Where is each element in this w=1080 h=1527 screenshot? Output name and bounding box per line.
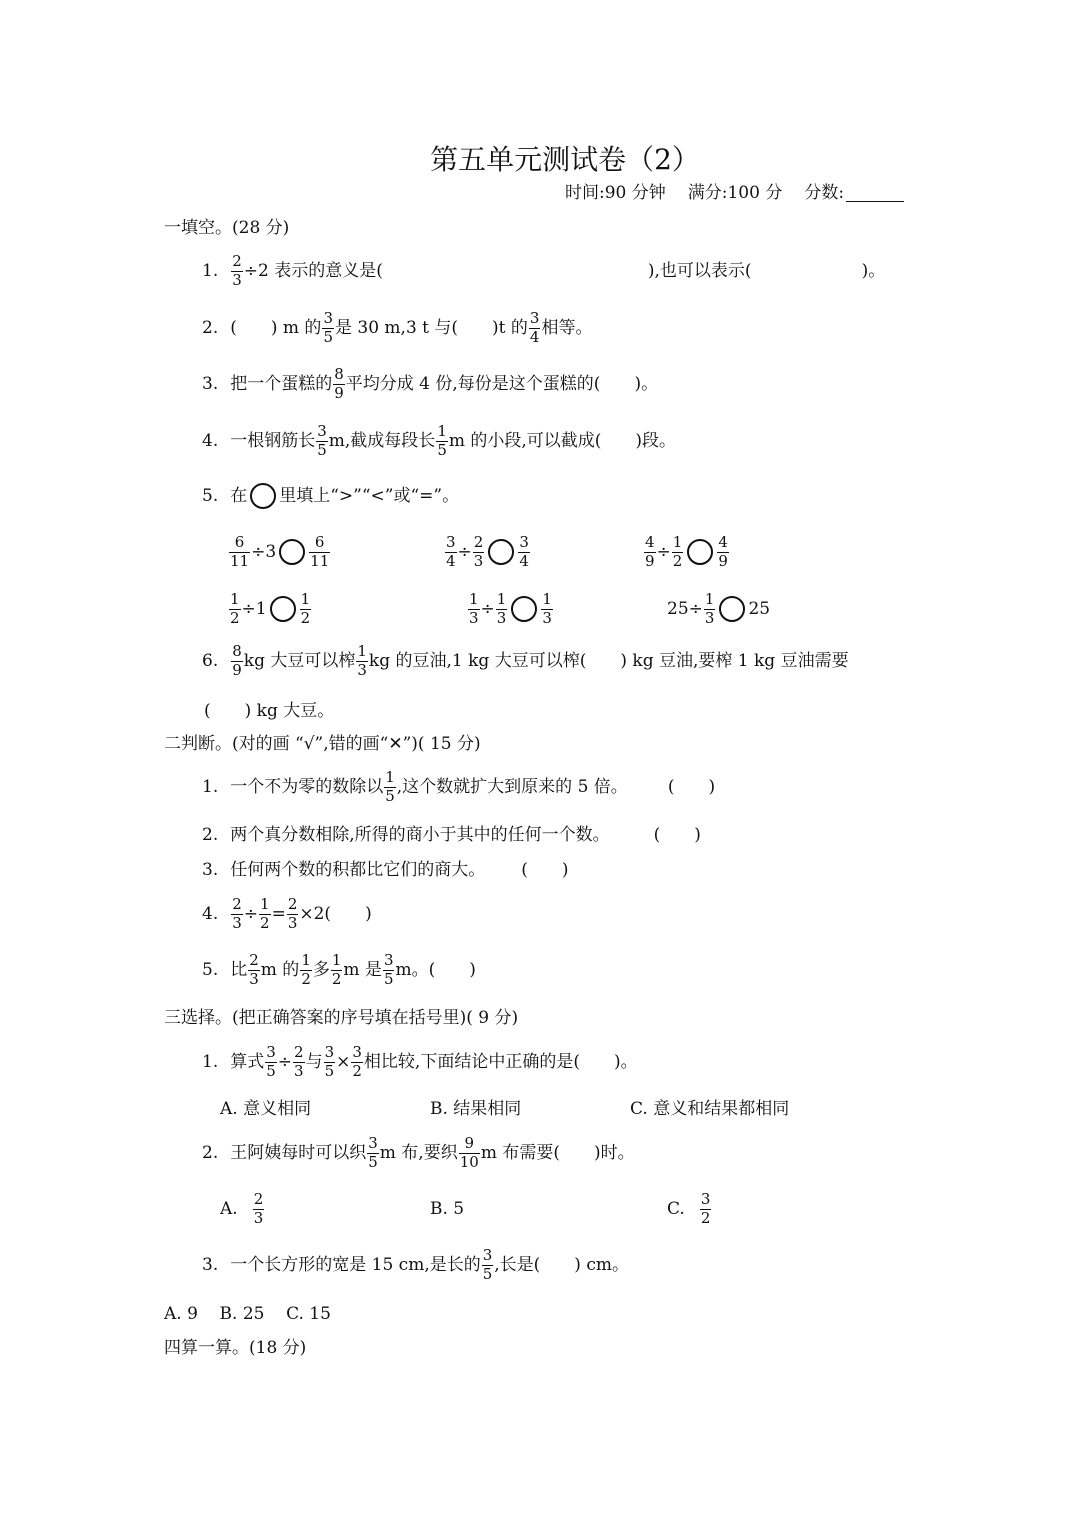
denominator: 2 <box>672 551 683 570</box>
denominator: 3 <box>704 608 715 627</box>
numerator: 1 <box>437 422 447 440</box>
question-text: 任何两个数的积都比它们的商大。 <box>230 860 486 880</box>
numerator: 2 <box>249 951 259 969</box>
denominator: 3 <box>357 660 367 679</box>
numerator: 1 <box>230 590 240 608</box>
compare-item <box>667 592 770 627</box>
denominator: 2 <box>230 608 240 627</box>
denominator: 4 <box>519 551 529 570</box>
numerator: 3 <box>352 1043 362 1061</box>
numerator: 3 <box>383 951 394 969</box>
s3-q2-option-c[interactable] <box>667 1192 712 1227</box>
question-number: 5. <box>202 485 219 506</box>
denominator: 5 <box>482 1264 493 1283</box>
question-text: 相等。 <box>541 317 593 338</box>
denominator: 5 <box>317 440 327 459</box>
denominator: 5 <box>266 1061 276 1080</box>
question-text: ),也可以表示( <box>647 260 752 281</box>
numerator: 1 <box>357 642 367 660</box>
question-number: 3. <box>202 860 219 880</box>
fraction <box>229 535 250 570</box>
time-info: 时间:90 分钟 <box>565 183 666 203</box>
numerator: 3 <box>529 309 540 327</box>
question-text: ×2( ) <box>299 903 372 924</box>
operator: ÷ <box>480 598 495 619</box>
s3-q1-option-b[interactable]: B. 结果相同 <box>430 1099 522 1119</box>
s1-q5 <box>202 483 459 509</box>
fraction <box>322 311 334 346</box>
question-text: kg 大豆可以榨 <box>243 650 356 671</box>
fraction <box>231 254 243 289</box>
question-number: 1. <box>202 776 219 797</box>
denominator: 3 <box>473 551 484 570</box>
numerator: 4 <box>645 533 655 551</box>
question-text: 把一个蛋糕的 <box>230 373 333 394</box>
compare-item <box>228 535 331 570</box>
question-text: m 布,要织 <box>379 1142 458 1163</box>
operator: = <box>271 903 286 924</box>
question-number: 5. <box>202 959 219 980</box>
denominator: 9 <box>645 551 655 570</box>
compare-item <box>467 592 554 627</box>
numerator: 9 <box>464 1134 475 1152</box>
fraction <box>248 953 260 988</box>
s3-q2-option-a[interactable] <box>220 1192 265 1227</box>
operator: ÷ <box>243 903 259 924</box>
denominator: 2 <box>301 969 311 988</box>
fraction <box>331 953 343 988</box>
numerator: 8 <box>334 365 344 383</box>
operator: 25÷ <box>667 598 703 619</box>
answer-paren[interactable]: ( ) <box>521 860 569 880</box>
question-number: 2. <box>202 1142 219 1163</box>
numerator: 1 <box>260 895 270 913</box>
fraction <box>253 1192 265 1227</box>
numerator: 2 <box>232 252 242 270</box>
numerator: 3 <box>519 533 529 551</box>
fraction <box>229 592 241 627</box>
numerator: 3 <box>446 533 456 551</box>
question-text: m 的小段,可以截成( )段。 <box>448 430 677 451</box>
numerator: 4 <box>718 533 728 551</box>
denominator: 5 <box>385 786 395 805</box>
denominator: 2 <box>700 1208 711 1227</box>
question-number: 4. <box>202 903 219 924</box>
question-number: 4. <box>202 430 219 451</box>
numerator: 2 <box>253 1190 264 1208</box>
question-text: 比 <box>230 959 248 980</box>
denominator: 2 <box>300 608 311 627</box>
compare-circle-icon[interactable] <box>687 539 713 565</box>
numerator: 3 <box>324 1043 335 1061</box>
section-1-heading: 一填空。(28 分) <box>164 218 290 238</box>
question-text: 算式 <box>230 1051 265 1072</box>
denominator: 4 <box>529 327 540 346</box>
numerator: 1 <box>469 590 479 608</box>
numerator: 3 <box>482 1246 493 1264</box>
numerator: 2 <box>287 895 298 913</box>
question-text: ,长是( ) cm。 <box>494 1254 629 1275</box>
fraction <box>717 535 729 570</box>
option-label: C. <box>667 1198 685 1219</box>
question-text: ( ) m 的 <box>230 317 322 338</box>
s1-q6 <box>202 644 849 679</box>
fraction <box>644 535 656 570</box>
question-text: kg 的豆油,1 kg 大豆可以榨( ) kg 豆油,要榨 1 kg 豆油需要 <box>368 650 849 671</box>
numerator: 1 <box>542 590 552 608</box>
fraction <box>473 535 485 570</box>
s2-q2 <box>202 827 701 844</box>
numerator: 3 <box>266 1043 276 1061</box>
denominator: 5 <box>437 440 447 459</box>
compare-circle-icon[interactable] <box>279 539 305 565</box>
fraction <box>459 1136 480 1171</box>
s1-q6-cont: ( ) kg 大豆。 <box>204 701 335 721</box>
fraction <box>287 897 299 932</box>
numerator: 6 <box>314 533 325 551</box>
fraction <box>293 1045 305 1080</box>
fraction <box>468 592 480 627</box>
question-text: 相比较,下面结论中正确的是( )。 <box>363 1051 638 1072</box>
fraction <box>383 953 395 988</box>
section-3-heading: 三选择。(把正确答案的序号填在括号里)( 9 分) <box>164 1008 519 1028</box>
compare-circle-icon[interactable] <box>719 596 745 622</box>
fraction <box>300 592 312 627</box>
question-text: m。( ) <box>395 959 476 980</box>
numerator: 2 <box>294 1043 304 1061</box>
fraction <box>445 535 457 570</box>
fraction <box>309 535 330 570</box>
fraction <box>231 644 243 679</box>
fraction <box>351 1045 363 1080</box>
denominator: 3 <box>232 270 242 289</box>
denominator: 5 <box>383 969 394 988</box>
question-text: 一个不为零的数除以 <box>230 776 384 797</box>
section-4-heading: 四算一算。(18 分) <box>164 1338 307 1358</box>
compare-item <box>444 535 531 570</box>
full-score-info: 满分:100 分 <box>687 183 783 203</box>
denominator: 11 <box>310 551 330 570</box>
question-number: 1. <box>202 260 219 281</box>
page-title: 第五单元测试卷（2） <box>430 143 700 176</box>
s2-q4 <box>202 897 372 932</box>
denominator: 5 <box>323 327 333 346</box>
operand: 25 <box>748 598 771 619</box>
denominator: 11 <box>230 551 250 570</box>
question-text: 在 <box>230 485 248 506</box>
question-text: 一根钢筋长 <box>230 430 316 451</box>
denominator: 2 <box>260 913 270 932</box>
section-2-heading: 二判断。(对的画 “√”,错的画“✕”)( 15 分) <box>164 734 481 754</box>
score-label: 分数: <box>804 183 845 203</box>
question-text: m 是 <box>343 959 382 980</box>
question-text: 王阿姨每时可以织 <box>230 1142 367 1163</box>
exam-info <box>565 185 904 202</box>
question-text: m,截成每段长 <box>328 430 436 451</box>
operator: ÷ <box>656 541 671 562</box>
s3-q1 <box>202 1045 638 1080</box>
s3-q1-option-a[interactable]: A. 意义相同 <box>220 1099 312 1119</box>
numerator: 3 <box>323 309 333 327</box>
numerator: 1 <box>300 590 311 608</box>
numerator: 6 <box>234 533 245 551</box>
denominator: 10 <box>459 1152 479 1171</box>
s2-q1 <box>202 770 715 805</box>
s1-q1 <box>202 254 885 289</box>
fraction <box>333 367 345 402</box>
denominator: 5 <box>324 1061 335 1080</box>
s3-q2-option-b[interactable]: B. 5 <box>430 1199 465 1219</box>
question-number: 3. <box>202 373 219 394</box>
fraction <box>265 1045 277 1080</box>
fraction <box>356 644 368 679</box>
question-number: 1. <box>202 1051 219 1072</box>
denominator: 3 <box>542 608 552 627</box>
operator: ÷ <box>457 541 472 562</box>
question-text: m 的 <box>260 959 300 980</box>
s2-q3 <box>202 862 569 879</box>
compare-item <box>643 535 730 570</box>
answer-paren[interactable]: ( ) <box>667 776 716 797</box>
denominator: 9 <box>232 660 242 679</box>
fraction <box>316 424 328 459</box>
numerator: 1 <box>301 951 311 969</box>
compare-circle-icon[interactable] <box>511 596 537 622</box>
denominator: 3 <box>253 1208 264 1227</box>
fraction <box>259 897 271 932</box>
s2-q5 <box>202 953 476 988</box>
fraction <box>324 1045 336 1080</box>
denominator: 3 <box>287 913 298 932</box>
operator: ÷3 <box>251 541 277 562</box>
numerator: 1 <box>385 768 395 786</box>
question-number: 2. <box>202 317 219 338</box>
fraction <box>496 592 508 627</box>
denominator: 2 <box>331 969 342 988</box>
question-text: 一个长方形的宽是 15 cm,是长的 <box>230 1254 481 1275</box>
s1-q2 <box>202 311 592 346</box>
denominator: 3 <box>469 608 479 627</box>
question-text: 平均分成 4 份,每份是这个蛋糕的( )。 <box>345 373 659 394</box>
denominator: 3 <box>496 608 507 627</box>
question-number: 3. <box>202 1254 219 1275</box>
question-number: 6. <box>202 650 219 671</box>
numerator: 1 <box>496 590 507 608</box>
denominator: 3 <box>294 1061 304 1080</box>
numerator: 2 <box>232 895 242 913</box>
compare-circle-icon[interactable] <box>270 596 296 622</box>
numerator: 3 <box>700 1190 711 1208</box>
question-text: m 布需要( )时。 <box>480 1142 635 1163</box>
numerator: 3 <box>317 422 327 440</box>
s3-q1-option-c[interactable]: C. 意义和结果都相同 <box>630 1099 790 1119</box>
question-text: )。 <box>861 260 886 281</box>
fraction <box>367 1136 379 1171</box>
compare-circle-icon <box>250 483 276 509</box>
denominator: 3 <box>249 969 259 988</box>
question-text: 多 <box>312 959 330 980</box>
fraction <box>231 897 243 932</box>
question-text: 是 30 m,3 t 与( )t 的 <box>334 317 528 338</box>
operator: × <box>336 1051 351 1072</box>
operator: ÷1 <box>241 598 267 619</box>
fraction <box>482 1248 494 1283</box>
compare-item <box>228 592 312 627</box>
numerator: 8 <box>232 642 242 660</box>
numerator: 3 <box>368 1134 378 1152</box>
numerator: 1 <box>704 590 715 608</box>
numerator: 1 <box>331 951 342 969</box>
s3-q2 <box>202 1136 635 1171</box>
operator: ÷ <box>277 1051 293 1072</box>
denominator: 9 <box>718 551 728 570</box>
fraction <box>436 424 448 459</box>
denominator: 2 <box>352 1061 362 1080</box>
s1-q4 <box>202 424 676 459</box>
fraction <box>672 535 684 570</box>
s1-q3 <box>202 367 658 402</box>
fraction <box>704 592 716 627</box>
denominator: 3 <box>232 913 242 932</box>
denominator: 5 <box>368 1152 378 1171</box>
fraction <box>300 953 312 988</box>
answer-paren[interactable]: ( ) <box>653 825 701 845</box>
question-text: 与 <box>305 1051 323 1072</box>
s3-q3 <box>202 1248 629 1283</box>
denominator: 9 <box>334 383 344 402</box>
fraction <box>384 770 396 805</box>
fraction <box>518 535 530 570</box>
fraction <box>529 311 541 346</box>
denominator: 4 <box>446 551 456 570</box>
question-number: 2. <box>202 825 219 845</box>
compare-circle-icon[interactable] <box>488 539 514 565</box>
question-text: ,这个数就扩大到原来的 5 倍。 <box>396 776 628 797</box>
numerator: 2 <box>473 533 484 551</box>
fraction <box>541 592 553 627</box>
option-label: A. <box>220 1198 238 1219</box>
question-text: 两个真分数相除,所得的商小于其中的任何一个数。 <box>230 825 610 845</box>
numerator: 1 <box>672 533 683 551</box>
s3-q3-options[interactable]: A. 9 B. 25 C. 15 <box>164 1304 331 1324</box>
question-text: ÷2 表示的意义是( <box>243 260 383 281</box>
question-text: 里填上“>”“<”或“=”。 <box>279 485 460 506</box>
fraction <box>700 1192 712 1227</box>
score-blank <box>846 185 904 202</box>
